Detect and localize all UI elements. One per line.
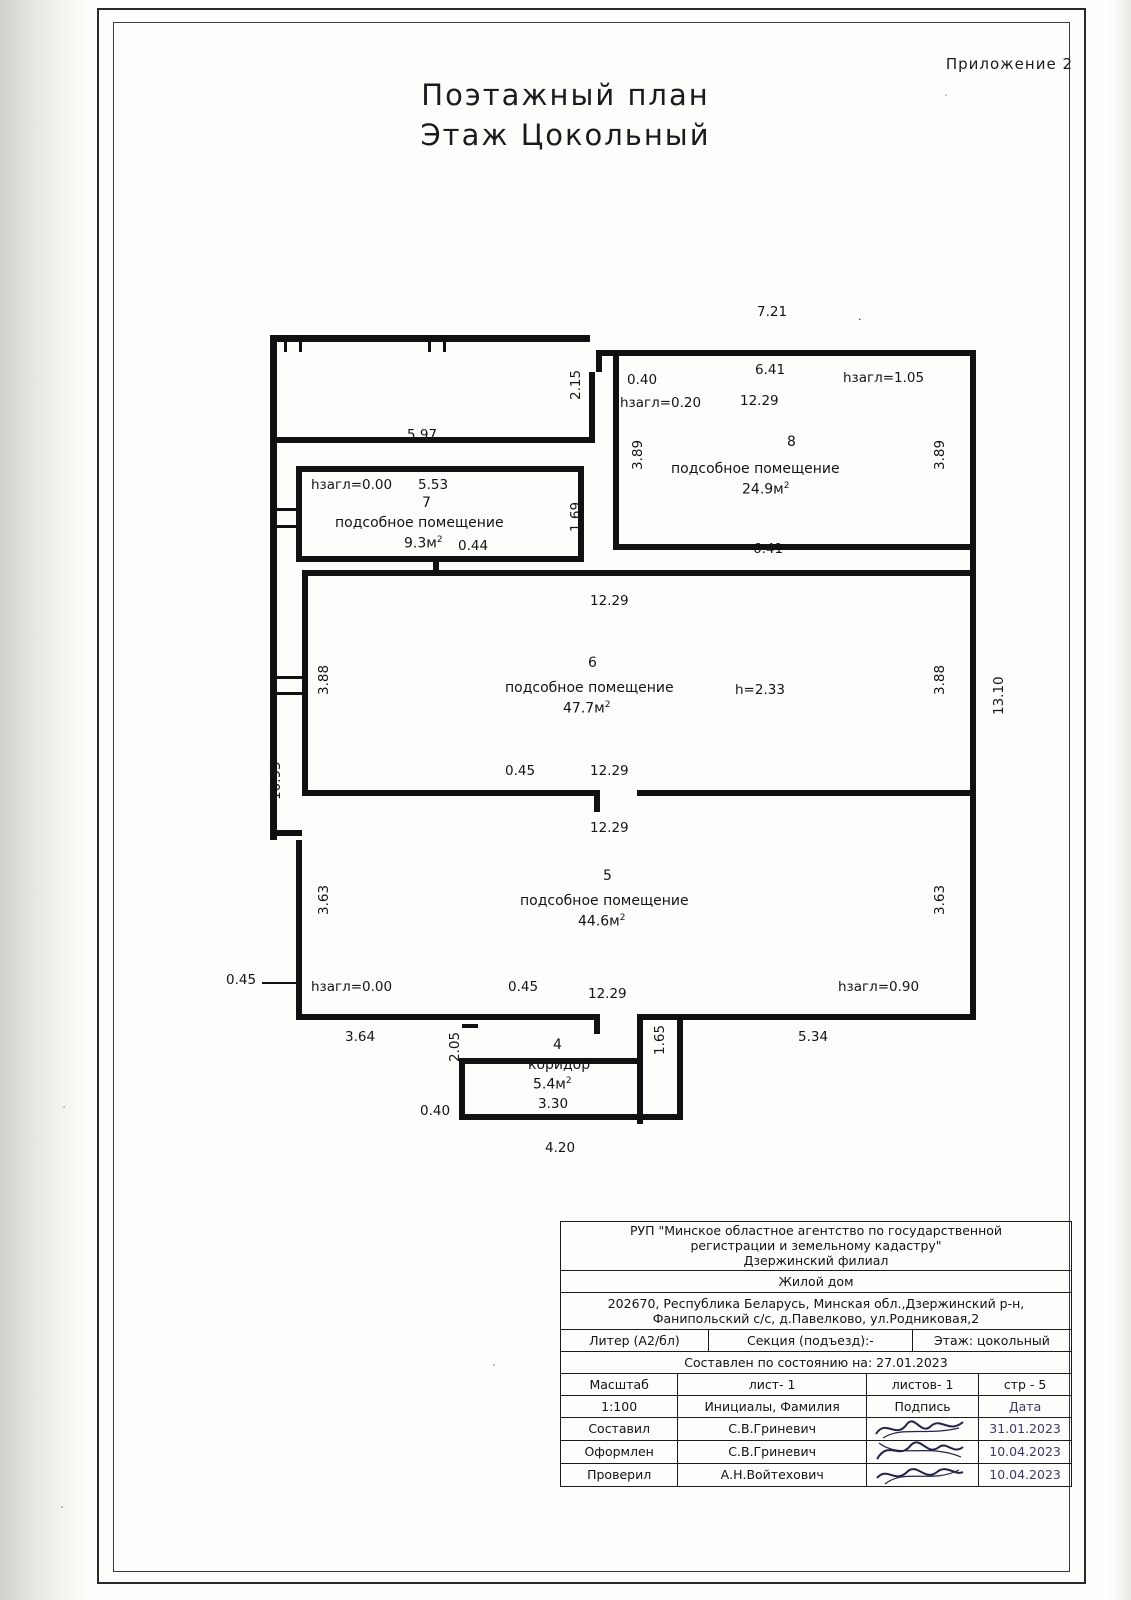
dim-3-88-left: 3.88 [316, 664, 332, 695]
dim-5-34: 5.34 [798, 1029, 829, 1045]
stamp-row-person [561, 1441, 1071, 1464]
stamp-row-person [561, 1418, 1071, 1441]
room-area-4-value: 5.4м [533, 1076, 566, 1093]
stamp-row-scale [561, 1374, 1071, 1396]
stamp-row-person [561, 1464, 1071, 1486]
stamp-date-1: 10.04.2023 [989, 1444, 1061, 1460]
wall [594, 790, 600, 812]
room-name-6: подсобное помещение [505, 680, 674, 696]
signature-icon [871, 1460, 966, 1488]
dim-0-45-left: 0.45 [226, 972, 257, 988]
dim-13-10: 13.10 [991, 676, 1007, 715]
stamp-person-2: А.Н.Войтехович [678, 1464, 867, 1486]
page-title: Поэтажный план [421, 78, 710, 112]
note-hzagl-090: hзагл=0.90 [838, 979, 920, 995]
stamp-sign-header: Подпись [867, 1396, 979, 1417]
wall [970, 550, 976, 1020]
stamp-liter: Литер (А2/бл) [561, 1330, 709, 1351]
stamp-sheets: листов- 1 [867, 1374, 979, 1395]
dim-7-21: 7.21 [757, 304, 788, 320]
address-line-1: 202670, Республика Беларусь, Минская обл.,Дзержинский р-н, [607, 1296, 1025, 1312]
stamp-date-2: 10.04.2023 [989, 1467, 1061, 1483]
dim-dot: · [858, 313, 862, 326]
wall [677, 1014, 683, 1120]
door-mark [277, 692, 302, 695]
door-mark [277, 508, 296, 511]
room-number-7: 7 [422, 495, 431, 511]
dim-2-05: 2.05 [447, 1031, 463, 1062]
wall [589, 372, 595, 443]
room-area-4 [533, 1076, 572, 1093]
dim-5-53: 5.53 [418, 477, 449, 493]
dim-3-89-right: 3.89 [932, 439, 948, 470]
room-number-6: 6 [588, 655, 597, 671]
wall [970, 350, 976, 550]
dimension-tick [262, 982, 302, 984]
wall [459, 1114, 683, 1120]
address-line-2: Фанипольский с/с, д.Павелково, ул.Родниковая,2 [652, 1311, 980, 1327]
note-hzagl-000-bottom: hзагл=0.00 [311, 979, 393, 995]
appendix-label: Приложение 2 [945, 55, 1073, 73]
dim-0-45-a: 0.45 [505, 763, 536, 779]
wall [596, 350, 976, 356]
room-name-4: коридор [528, 1057, 591, 1073]
wall [613, 356, 619, 550]
dim-4-20: 4.20 [545, 1140, 576, 1156]
room-area-7-value: 9.3м [404, 535, 437, 552]
room-area-6-sup: 2 [604, 700, 611, 710]
wall [296, 1014, 596, 1020]
stamp-floor: Этаж: цокольный [933, 1333, 1050, 1349]
wall [459, 1058, 465, 1120]
stamp-sheet: лист- 1 [678, 1374, 867, 1395]
scan-speck: · [60, 1500, 65, 1516]
wall [613, 544, 976, 550]
dim-6-41-bottom: 6.41 [753, 541, 784, 557]
org-line-3: Дзержинский филиал [743, 1252, 889, 1268]
window-mark [428, 335, 431, 352]
stamp-address [561, 1293, 1071, 1329]
scan-speck: · [492, 1358, 497, 1374]
window-mark [443, 335, 446, 352]
page-subtitle: Этаж Цокольный [420, 118, 711, 152]
door-mark [277, 525, 296, 528]
wall [270, 830, 302, 836]
stamp-scale-value: 1:100 [561, 1396, 678, 1417]
stamp-row-org [561, 1222, 1071, 1271]
scan-shadow-left [0, 0, 95, 1600]
dim-5-97: 5.97 [407, 427, 438, 443]
dim-1-69: 1.69 [568, 501, 584, 532]
window-mark [299, 335, 302, 352]
stamp-date-0: 31.01.2023 [989, 1421, 1061, 1437]
note-hzagl-000-top: hзагл=0.00 [311, 477, 393, 493]
room-area-5-sup: 2 [619, 913, 626, 923]
wall [439, 570, 976, 576]
stamp-person-0: С.В.Гриневич [678, 1418, 867, 1440]
stamp-page: стр - 5 [1003, 1377, 1047, 1393]
dim-3-89-left: 3.89 [630, 439, 646, 470]
room-name-7: подсобное помещение [335, 515, 504, 531]
dim-0-40-top: 0.40 [627, 372, 658, 388]
dim-3-63-right: 3.63 [932, 884, 948, 915]
stamp-role-1: Оформлен [561, 1441, 678, 1463]
dim-2-15: 2.15 [568, 369, 584, 400]
room-name-5: подсобное помещение [520, 893, 689, 909]
stamp-row-address [561, 1293, 1071, 1330]
wall [296, 556, 584, 562]
stamp-section: Секция (подъезд):- [709, 1330, 913, 1351]
stamp-object: Жилой дом [778, 1274, 854, 1290]
dim-12-29-b: 12.29 [590, 593, 629, 609]
stamp-row-state [561, 1352, 1071, 1374]
room-area-8-sup: 2 [783, 481, 790, 491]
stamp-row-headers [561, 1396, 1071, 1418]
org-line-1: РУП "Минское областное агентство по государственной [629, 1223, 1003, 1238]
stamp-person-1: С.В.Гриневич [678, 1441, 867, 1463]
wall [302, 790, 594, 796]
stamp-date-header: Дата [1008, 1399, 1042, 1415]
org-line-2: регистрации и земельному кадастру" [690, 1237, 942, 1253]
stamp-row-object [561, 1271, 1071, 1293]
room-area-8-value: 24.9м [742, 481, 784, 498]
stamp-role-2: Проверил [561, 1464, 678, 1486]
dim-3-30: 3.30 [538, 1096, 569, 1112]
room-number-8: 8 [787, 434, 796, 450]
dim-0-44: 0.44 [458, 538, 489, 554]
dim-12-29-c: 12.29 [590, 763, 629, 779]
scan-shadow-right [1103, 0, 1131, 1600]
window-mark [284, 335, 287, 352]
door-mark [462, 1024, 478, 1028]
wall [302, 570, 308, 790]
room-area-5-value: 44.6м [578, 913, 620, 930]
stamp-organization [561, 1222, 1071, 1270]
dim-6-41-top: 6.41 [755, 362, 786, 378]
room-area-6-value: 47.7м [563, 700, 605, 717]
note-hzagl-105: hзагл=1.05 [843, 370, 925, 386]
dim-1-65: 1.65 [652, 1024, 668, 1055]
room-area-6 [563, 700, 610, 717]
stamp-state-on: Составлен по состоянию на: 27.01.2023 [684, 1355, 948, 1371]
dim-3-64: 3.64 [345, 1029, 376, 1045]
door-mark [277, 676, 302, 679]
wall [296, 466, 584, 472]
room-number-5: 5 [603, 868, 612, 884]
wall [302, 570, 442, 576]
wall [296, 840, 302, 1020]
dim-0-45-b: 0.45 [508, 979, 539, 995]
stamp-row-liter [561, 1330, 1071, 1352]
scan-speck: · [944, 88, 949, 104]
wall [637, 1014, 976, 1020]
dim-10-95: 10.95 [268, 761, 284, 800]
wall [596, 350, 602, 372]
dim-12-29-a: 12.29 [740, 393, 779, 409]
room-name-8: подсобное помещение [671, 461, 840, 477]
wall [637, 1014, 643, 1124]
dim-12-29-d: 12.29 [590, 820, 629, 836]
dim-12-29-e: 12.29 [588, 986, 627, 1002]
title-block-stamp [560, 1221, 1072, 1487]
dim-3-63-left: 3.63 [316, 884, 332, 915]
stamp-signature-2 [867, 1464, 979, 1486]
note-hzagl-020: hзагл=0.20 [620, 395, 702, 411]
note-h-233: h=2.33 [735, 682, 785, 698]
wall [594, 1014, 600, 1034]
room-area-4-sup: 2 [565, 1076, 572, 1086]
room-area-7-sup: 2 [436, 535, 443, 545]
room-area-7 [404, 535, 443, 552]
wall [296, 466, 302, 562]
wall [637, 790, 976, 796]
stamp-role-0: Составил [561, 1418, 678, 1440]
room-number-4: 4 [553, 1037, 562, 1053]
room-area-5 [578, 913, 625, 930]
room-area-8 [742, 481, 789, 498]
stamp-initials-header: Инициалы, Фамилия [678, 1396, 867, 1417]
dim-3-88-right: 3.88 [932, 664, 948, 695]
dim-0-40-bottom: 0.40 [420, 1103, 451, 1119]
scan-speck: · [62, 1100, 67, 1116]
stamp-scale-label: Масштаб [561, 1374, 678, 1395]
